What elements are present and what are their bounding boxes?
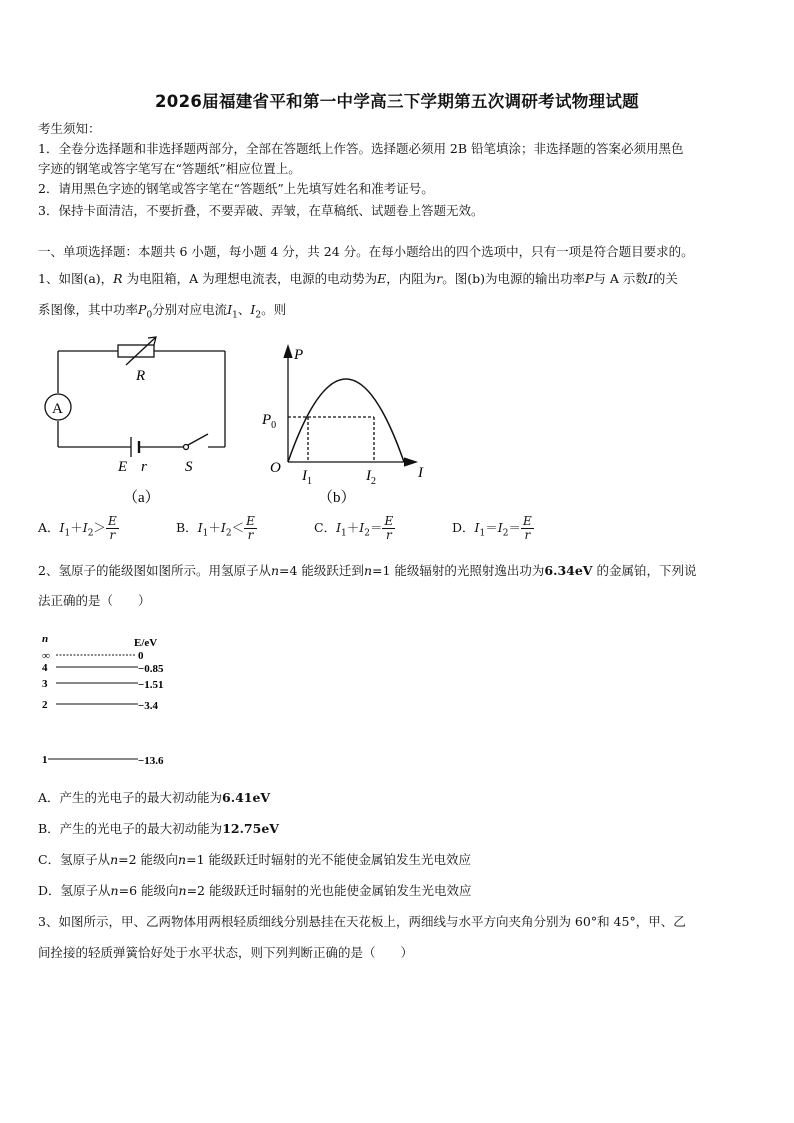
label-R: R xyxy=(136,368,146,384)
power-current-graph xyxy=(258,338,438,510)
q1-option-d[interactable]: D．$I_1=I_2=$ $\frac{E}{r}$ xyxy=(452,514,532,542)
q2-option-c[interactable]: C．氢原子从n=2 能级向n=1 能级跃迁时辐射的光不能使金属铂发生光电效应 xyxy=(38,852,472,867)
energy-level-diagram xyxy=(38,632,198,772)
level-e: −1.51 xyxy=(138,679,164,691)
label-O: O xyxy=(270,460,281,476)
switch-blade xyxy=(188,434,208,445)
q2-option-b[interactable]: B．产生的光电子的最大初动能为12.75eV xyxy=(38,821,279,836)
label-P0: $P_0$ xyxy=(262,412,277,431)
notice-item: 2．请用黑色字迹的钢笔或答字笔在“答题纸”上先填写姓名和准考证号。 xyxy=(38,181,434,196)
q1-option-c[interactable]: C．$I_1+I_2=$ $\frac{E}{r}$ xyxy=(314,514,394,542)
q2-option-d[interactable]: D．氢原子从n=6 能级向n=2 能级跃迁时辐射的光也能使金属铂发生光电效应 xyxy=(38,883,472,898)
caption-a: （a） xyxy=(123,490,160,506)
level-e: −3.4 xyxy=(138,700,159,712)
notice-heading: 考生须知： xyxy=(38,121,101,136)
level-e: 0 xyxy=(138,650,144,662)
q1-option-a[interactable]: A．$I_1+I_2>$ $\frac{E}{r}$ xyxy=(38,514,117,542)
label-E: E xyxy=(118,459,128,475)
notice-item: 1．全卷分选择题和非选择题两部分，全部在答题纸上作答。选择题必须用 2B 铅笔填涂；非选择题的答案必须用黑色 xyxy=(38,141,684,156)
question-1-stem: 1、如图(a)，R 为电阻箱，A 为理想电流表，电源的电动势为E，内阻为r。图(b)为电源的输出功率P与 A 示数I的关 xyxy=(38,271,678,286)
axis-label-I: I xyxy=(418,465,423,481)
q1-option-b[interactable]: B．$I_1+I_2<$ $\frac{E}{r}$ xyxy=(176,514,255,542)
level-n: 4 xyxy=(42,662,48,674)
question-2-stem: 2、氢原子的能级图如图所示。用氢原子从n=4 能级跃迁到n=1 能级辐射的光照射逸出功为6.34eV 的金属铂，下列说 xyxy=(38,563,697,578)
label-I1: $I_1$ xyxy=(302,468,312,487)
axis-label-P: P xyxy=(294,347,304,363)
switch-contact xyxy=(184,445,189,450)
question-2-stem-cont: 法正确的是（ ） xyxy=(38,593,151,608)
question-3-stem: 3、如图所示，甲、乙两物体用两根轻质细线分别悬挂在天花板上，两细线与水平方向夹角分别为 60°和 45°，甲、乙 xyxy=(38,914,686,929)
label-A: A xyxy=(52,401,63,417)
circuit-diagram xyxy=(40,335,250,510)
level-e: −13.6 xyxy=(138,755,164,767)
label-r: r xyxy=(141,459,147,475)
level-e: −0.85 xyxy=(138,663,164,675)
notice-item: 3．保持卡面清洁，不要折叠，不要弄破、弄皱，在草稿纸、试题卷上答题无效。 xyxy=(38,203,484,218)
level-n: 2 xyxy=(42,699,48,711)
caption-b: （b） xyxy=(318,490,356,506)
q2-option-a[interactable]: A．产生的光电子的最大初动能为6.41eV xyxy=(38,790,271,805)
label-S: S xyxy=(185,459,193,475)
notice-item: 字迹的钢笔或答字笔写在“答题纸”相应位置上。 xyxy=(38,161,301,176)
section-heading: 一、单项选择题：本题共 6 小题，每小题 4 分，共 24 分。在每小题给出的四个选项中，只有一项是符合题目要求的。 xyxy=(38,244,694,259)
level-n: 3 xyxy=(42,678,48,690)
e-header: E/eV xyxy=(134,637,158,649)
label-I2: $I_2$ xyxy=(366,468,376,487)
level-n: ∞ xyxy=(42,650,50,662)
page-title: 2026届福建省平和第一中学高三下学期第五次调研考试物理试题 xyxy=(155,92,639,111)
power-curve xyxy=(288,379,404,462)
n-header: n xyxy=(42,633,49,645)
question-3-stem-cont: 间拴接的轻质弹簧恰好处于水平状态，则下列判断正确的是（ ） xyxy=(38,945,414,960)
level-n: 1 xyxy=(42,754,48,766)
question-1-stem-cont: 系图像，其中功率$P_0$分别对应电流$I_1$、$I_2$。则 xyxy=(38,302,287,321)
